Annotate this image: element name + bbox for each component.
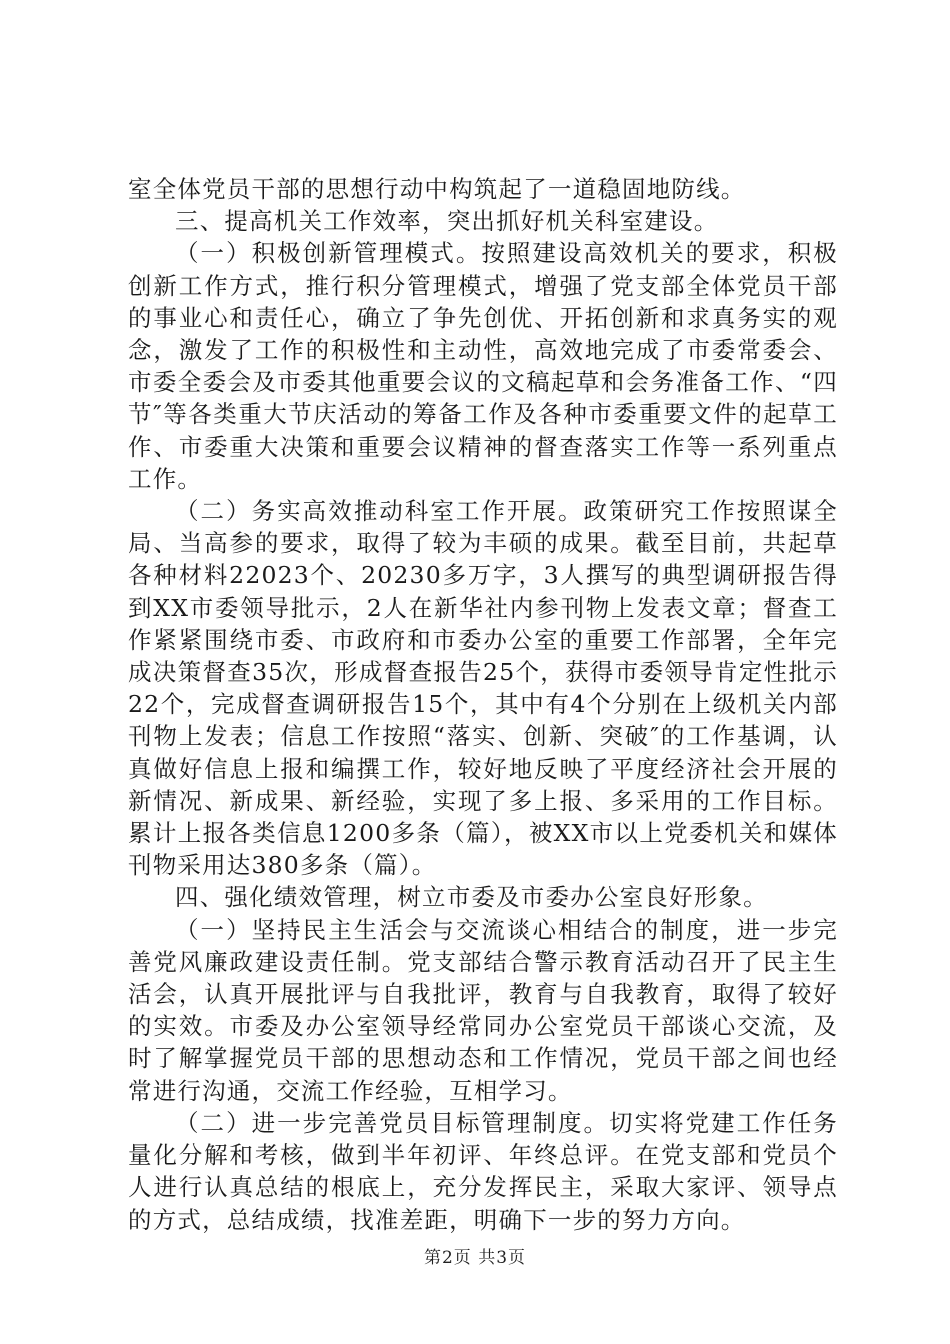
paragraph-3-1: （一）积极创新管理模式。按照建设高效机关的要求，积极创新工作方式，推行积分管理模式，增强了党支部全体党员干部的事业心和责任心，确立了争先创优、开拓创新和求真务实的观念，激发了工作的积极性和主动性，高效地完成了市委常委会、市委全委会及市委其他重要会议的文稿起草和会务准备工作、“四节″等各类重大节庆活动的筹备工作及各种市委重要文件的起草工作、市委重大决策和重要会议精神的督查落实工作等一系列重点工作。 (128, 239, 838, 493)
paragraph-continuation: 室全体党员干部的思想行动中构筑起了一道稳固地防线。 (128, 175, 746, 203)
paragraph-3-2: （二）务实高效推动科室工作开展。政策研究工作按照谋全局、当高参的要求，取得了较为丰硕的成果。截至目前，共起草各种材料22023个、20230多万字，3人撰写的典型调研报告得到XX市委领导批示，2人在新华社内参刊物上发表文章；督查工作紧紧围绕市委、市政府和市委办公室的重要工作部署，全年完成决策督查35次，形成督查报告25个，获得市委领导肯定性批示22个，完成督查调研报告15个，其中有4个分别在上级机关内部刊物上发表；信息工作按照“落实、创新、突破″的工作基调，认真做好信息上报和编撰工作，较好地反映了平度经济社会开展的新情况、新成果、新经验，实现了多上报、多采用的工作目标。累计上报各类信息1200多条（篇），被XX市以上党委机关和媒体刊物采用达380多条（篇）。 (128, 497, 838, 880)
section-heading-4: 四、强化绩效管理，树立市委及市委办公室良好形象。 (175, 883, 768, 912)
section-heading-3: 三、提高机关工作效率，突出抓好机关科室建设。 (175, 207, 719, 236)
page-footer: 第2页 共3页 (423, 1248, 527, 1268)
paragraph-4-1: （一）坚持民主生活会与交流谈心相结合的制度，进一步完善党风廉政建设责任制。党支部结合警示教育活动召开了民主生活会，认真开展批评与自我批评，教育与自我教育，取得了较好的实效。市委及办公室领导经常同办公室党员干部谈心交流，及时了解掌握党员干部的思想动态和工作情况，党员干部之间也经常进行沟通，交流工作经验，互相学习。 (128, 915, 838, 1105)
document-body (128, 173, 838, 1236)
paragraph-4-2: （二）进一步完善党员目标管理制度。切实将党建工作任务量化分解和考核，做到半年初评、年终总评。在党支部和党员个人进行认真总结的根底上，充分发挥民主，采取大家评、领导点的方式，总结成绩，找准差距，明确下一步的努力方向。 (128, 1108, 838, 1234)
